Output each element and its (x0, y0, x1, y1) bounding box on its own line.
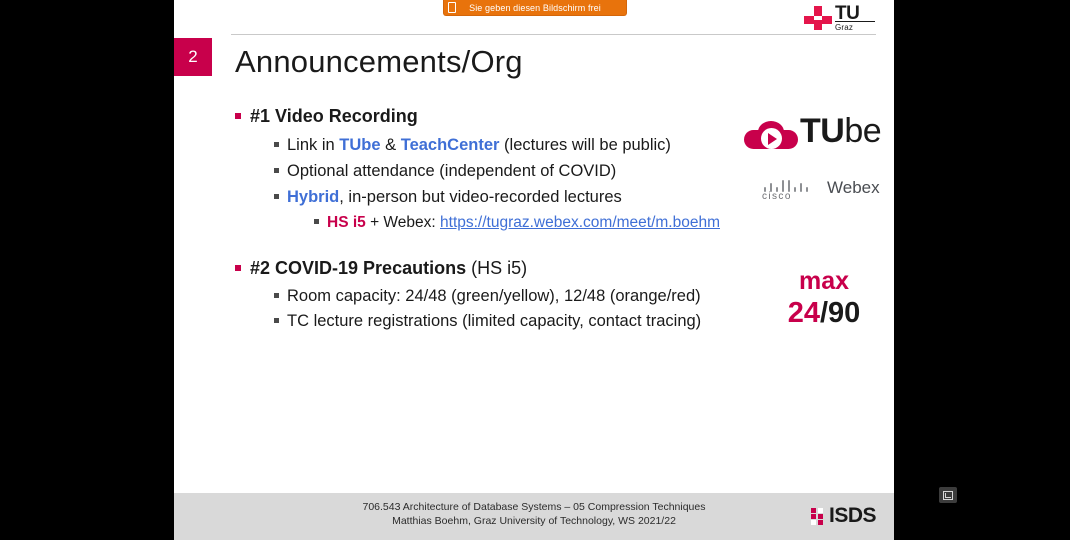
bullet-covid-room: (HS i5) (466, 258, 528, 278)
bullet-square-icon (274, 194, 279, 199)
link-in-mid: & (380, 136, 401, 154)
capacity-max-label: max (798, 267, 850, 295)
logo-graz-text: Graz (835, 23, 854, 32)
bullet-video-recording-label: #1 Video Recording (250, 106, 418, 126)
room-capacity-label: Room capacity: 24/48 (green/yellow), 12/48 (orange/red) (287, 287, 701, 305)
page-title: Announcements/Org (235, 44, 523, 79)
isds-wordmark: ISDS (828, 504, 876, 527)
bullet-square-icon (274, 168, 279, 173)
keyword-hs-i5: HS i5 (327, 214, 366, 231)
bullet-square-icon (274, 142, 279, 147)
link-in-post: (lectures will be public) (499, 136, 671, 154)
restore-window-icon[interactable] (939, 487, 957, 503)
capacity-total: 90 (828, 297, 861, 329)
logo-tu-text: TU (835, 3, 860, 24)
cisco-wordmark: cisco (762, 191, 792, 202)
list-item-room-capacity (274, 287, 701, 306)
link-in-pre: Link in (287, 136, 340, 154)
keyword-tube: TUbe (339, 136, 381, 154)
bullet-square-icon (274, 293, 279, 298)
footer-line-2: Matthias Boehm, Graz University of Technology, WS 2021/22 (392, 515, 676, 527)
tube-logo-text (800, 112, 881, 151)
tube-logo (744, 112, 882, 154)
bullet-square-icon (274, 318, 279, 323)
webex-meeting-link[interactable]: https://tugraz.webex.com/meet/m.boehm (440, 214, 720, 231)
keyword-hybrid: Hybrid (287, 188, 340, 206)
bullet-square-icon (314, 219, 319, 224)
capacity-separator: / (819, 297, 829, 329)
capacity-value (769, 296, 879, 330)
slide-footer (174, 493, 894, 540)
bullet-covid-label: #2 COVID-19 Precautions (250, 258, 467, 278)
slide-number-badge: 2 (174, 38, 212, 76)
keyword-teachcenter: TeachCenter (400, 136, 500, 154)
bullet-square-icon (235, 113, 241, 119)
presentation-slide (174, 0, 894, 540)
capacity-current: 24 (787, 297, 820, 329)
screen-share-label: Sie geben diesen Bildschirm frei (469, 2, 601, 13)
hybrid-post: , in-person but video-recorded lectures (339, 188, 622, 206)
capacity-callout (769, 266, 879, 330)
bullet-covid-precautions (235, 258, 527, 279)
bullet-video-recording (235, 106, 418, 127)
webex-mid: + Webex: (365, 214, 441, 231)
webex-wordmark: Webex (827, 178, 880, 197)
list-item-hybrid (274, 188, 622, 207)
bullet-square-icon (235, 265, 241, 271)
optional-attendance-label: Optional attendance (independent of COVID) (287, 162, 617, 180)
cisco-webex-logo (762, 176, 880, 204)
footer-line-1: 706.543 Architecture of Database Systems – 05 Compression Techniques (362, 501, 706, 513)
tube-logo-tu: TU (800, 112, 845, 150)
list-item-tc-registrations (274, 312, 701, 331)
list-item-optional-attendance (274, 162, 616, 181)
tube-logo-be: be (844, 112, 882, 150)
tube-cloud-play-icon (744, 121, 798, 149)
footer-text (174, 500, 894, 528)
list-item-link-in (274, 136, 671, 155)
slide-content (174, 0, 894, 540)
list-item-hs-i5-webex (314, 214, 720, 232)
tc-registrations-label: TC lecture registrations (limited capacity, contact tracing) (287, 312, 702, 330)
isds-dots-icon (811, 508, 825, 524)
isds-logo (811, 503, 876, 529)
